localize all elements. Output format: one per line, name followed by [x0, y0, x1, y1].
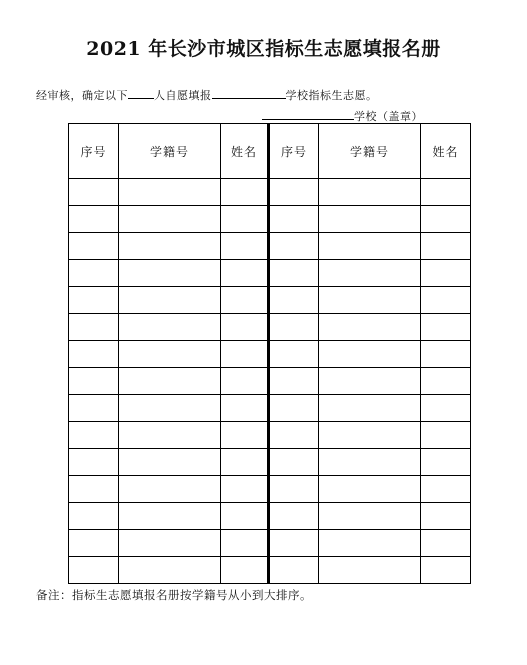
- name-right-cell[interactable]: [421, 530, 471, 557]
- seq-right-cell[interactable]: [269, 449, 319, 476]
- student-id-right-cell[interactable]: [319, 260, 421, 287]
- student-id-left-cell[interactable]: [119, 422, 221, 449]
- student-id-left-cell[interactable]: [119, 557, 221, 584]
- name-right-cell[interactable]: [421, 503, 471, 530]
- seq-left-cell[interactable]: [69, 368, 119, 395]
- seq-left-cell[interactable]: [69, 530, 119, 557]
- seq-left-cell[interactable]: [69, 422, 119, 449]
- student-id-left-cell[interactable]: [119, 314, 221, 341]
- seq-left-cell[interactable]: [69, 179, 119, 206]
- name-left-cell[interactable]: [221, 395, 269, 422]
- count-blank[interactable]: [128, 88, 154, 99]
- table-row: [69, 530, 471, 557]
- table-body: [69, 179, 471, 584]
- student-id-left-cell[interactable]: [119, 503, 221, 530]
- header-seq-right: 序号: [269, 124, 319, 179]
- name-right-cell[interactable]: [421, 233, 471, 260]
- student-id-left-cell[interactable]: [119, 530, 221, 557]
- student-id-left-cell[interactable]: [119, 206, 221, 233]
- student-id-left-cell[interactable]: [119, 449, 221, 476]
- student-id-left-cell[interactable]: [119, 260, 221, 287]
- name-left-cell[interactable]: [221, 179, 269, 206]
- seq-right-cell[interactable]: [269, 260, 319, 287]
- name-right-cell[interactable]: [421, 422, 471, 449]
- student-id-right-cell[interactable]: [319, 233, 421, 260]
- table-row: [69, 287, 471, 314]
- name-left-cell[interactable]: [221, 206, 269, 233]
- name-left-cell[interactable]: [221, 449, 269, 476]
- name-right-cell[interactable]: [421, 341, 471, 368]
- student-id-left-cell[interactable]: [119, 476, 221, 503]
- school-stamp-line: [262, 108, 423, 124]
- table-header-row: [69, 124, 471, 179]
- table-row: [69, 260, 471, 287]
- student-id-right-cell[interactable]: [319, 368, 421, 395]
- name-right-cell[interactable]: [421, 206, 471, 233]
- seq-right-cell[interactable]: [269, 233, 319, 260]
- seq-right-cell[interactable]: [269, 368, 319, 395]
- student-id-left-cell[interactable]: [119, 395, 221, 422]
- registration-table: [68, 123, 471, 584]
- seq-left-cell[interactable]: [69, 503, 119, 530]
- student-id-right-cell[interactable]: [319, 206, 421, 233]
- student-id-left-cell[interactable]: [119, 341, 221, 368]
- seq-right-cell[interactable]: [269, 206, 319, 233]
- seq-left-cell[interactable]: [69, 287, 119, 314]
- table-row: [69, 233, 471, 260]
- statement-part1: 经审核，确定以下: [36, 89, 128, 102]
- table-row: [69, 368, 471, 395]
- student-id-right-cell[interactable]: [319, 449, 421, 476]
- name-right-cell[interactable]: [421, 449, 471, 476]
- school-name-blank[interactable]: [262, 109, 354, 120]
- seq-left-cell[interactable]: [69, 449, 119, 476]
- name-right-cell[interactable]: [421, 260, 471, 287]
- table-row: [69, 395, 471, 422]
- name-right-cell[interactable]: [421, 368, 471, 395]
- student-id-right-cell[interactable]: [319, 530, 421, 557]
- seq-right-cell[interactable]: [269, 557, 319, 584]
- seq-left-cell[interactable]: [69, 260, 119, 287]
- table-row: [69, 422, 471, 449]
- name-right-cell[interactable]: [421, 557, 471, 584]
- table-row: [69, 503, 471, 530]
- name-right-cell[interactable]: [421, 395, 471, 422]
- name-left-cell[interactable]: [221, 476, 269, 503]
- name-left-cell[interactable]: [221, 341, 269, 368]
- student-id-right-cell[interactable]: [319, 341, 421, 368]
- table-row: [69, 476, 471, 503]
- name-right-cell[interactable]: [421, 287, 471, 314]
- statement-part2: 人自愿填报: [154, 89, 212, 102]
- name-right-cell[interactable]: [421, 179, 471, 206]
- student-id-left-cell[interactable]: [119, 179, 221, 206]
- header-name-right: 姓名: [421, 124, 471, 179]
- student-id-right-cell[interactable]: [319, 314, 421, 341]
- page-title: 2021 年长沙市城区指标生志愿填报名册: [86, 38, 441, 60]
- student-id-left-cell[interactable]: [119, 287, 221, 314]
- seq-left-cell[interactable]: [69, 233, 119, 260]
- seq-right-cell[interactable]: [269, 179, 319, 206]
- header-student-id-left: 学籍号: [119, 124, 221, 179]
- name-left-cell[interactable]: [221, 530, 269, 557]
- name-left-cell[interactable]: [221, 260, 269, 287]
- name-left-cell[interactable]: [221, 287, 269, 314]
- header-student-id-right: 学籍号: [319, 124, 421, 179]
- seq-right-cell[interactable]: [269, 530, 319, 557]
- seq-left-cell[interactable]: [69, 341, 119, 368]
- student-id-left-cell[interactable]: [119, 368, 221, 395]
- table-row: [69, 341, 471, 368]
- name-right-cell[interactable]: [421, 476, 471, 503]
- name-left-cell[interactable]: [221, 368, 269, 395]
- statement-line: [36, 87, 378, 103]
- header-name-left: 姓名: [221, 124, 269, 179]
- seq-left-cell[interactable]: [69, 476, 119, 503]
- header-seq-left: 序号: [69, 124, 119, 179]
- statement-part3: 学校指标生志愿。: [285, 89, 378, 102]
- student-id-right-cell[interactable]: [319, 476, 421, 503]
- student-id-right-cell[interactable]: [319, 557, 421, 584]
- seq-left-cell[interactable]: [69, 557, 119, 584]
- seq-right-cell[interactable]: [269, 287, 319, 314]
- student-id-right-cell[interactable]: [319, 395, 421, 422]
- table-row: [69, 206, 471, 233]
- name-left-cell[interactable]: [221, 233, 269, 260]
- seq-right-cell[interactable]: [269, 341, 319, 368]
- footnote: 备注：指标生志愿填报名册按学籍号从小到大排序。: [36, 588, 312, 602]
- seq-right-cell[interactable]: [269, 503, 319, 530]
- table-row: [69, 314, 471, 341]
- seq-left-cell[interactable]: [69, 395, 119, 422]
- student-id-right-cell[interactable]: [319, 422, 421, 449]
- table-row: [69, 179, 471, 206]
- seq-left-cell[interactable]: [69, 206, 119, 233]
- student-id-left-cell[interactable]: [119, 233, 221, 260]
- seq-right-cell[interactable]: [269, 476, 319, 503]
- student-id-right-cell[interactable]: [319, 287, 421, 314]
- student-id-right-cell[interactable]: [319, 503, 421, 530]
- target-school-blank[interactable]: [212, 88, 286, 99]
- name-left-cell[interactable]: [221, 314, 269, 341]
- table-row: [69, 557, 471, 584]
- seq-right-cell[interactable]: [269, 422, 319, 449]
- seq-right-cell[interactable]: [269, 395, 319, 422]
- school-stamp-label: 学校（盖章）: [354, 110, 423, 123]
- seq-left-cell[interactable]: [69, 314, 119, 341]
- seq-right-cell[interactable]: [269, 314, 319, 341]
- table-row: [69, 449, 471, 476]
- name-left-cell[interactable]: [221, 557, 269, 584]
- name-right-cell[interactable]: [421, 314, 471, 341]
- name-left-cell[interactable]: [221, 503, 269, 530]
- student-id-right-cell[interactable]: [319, 179, 421, 206]
- name-left-cell[interactable]: [221, 422, 269, 449]
